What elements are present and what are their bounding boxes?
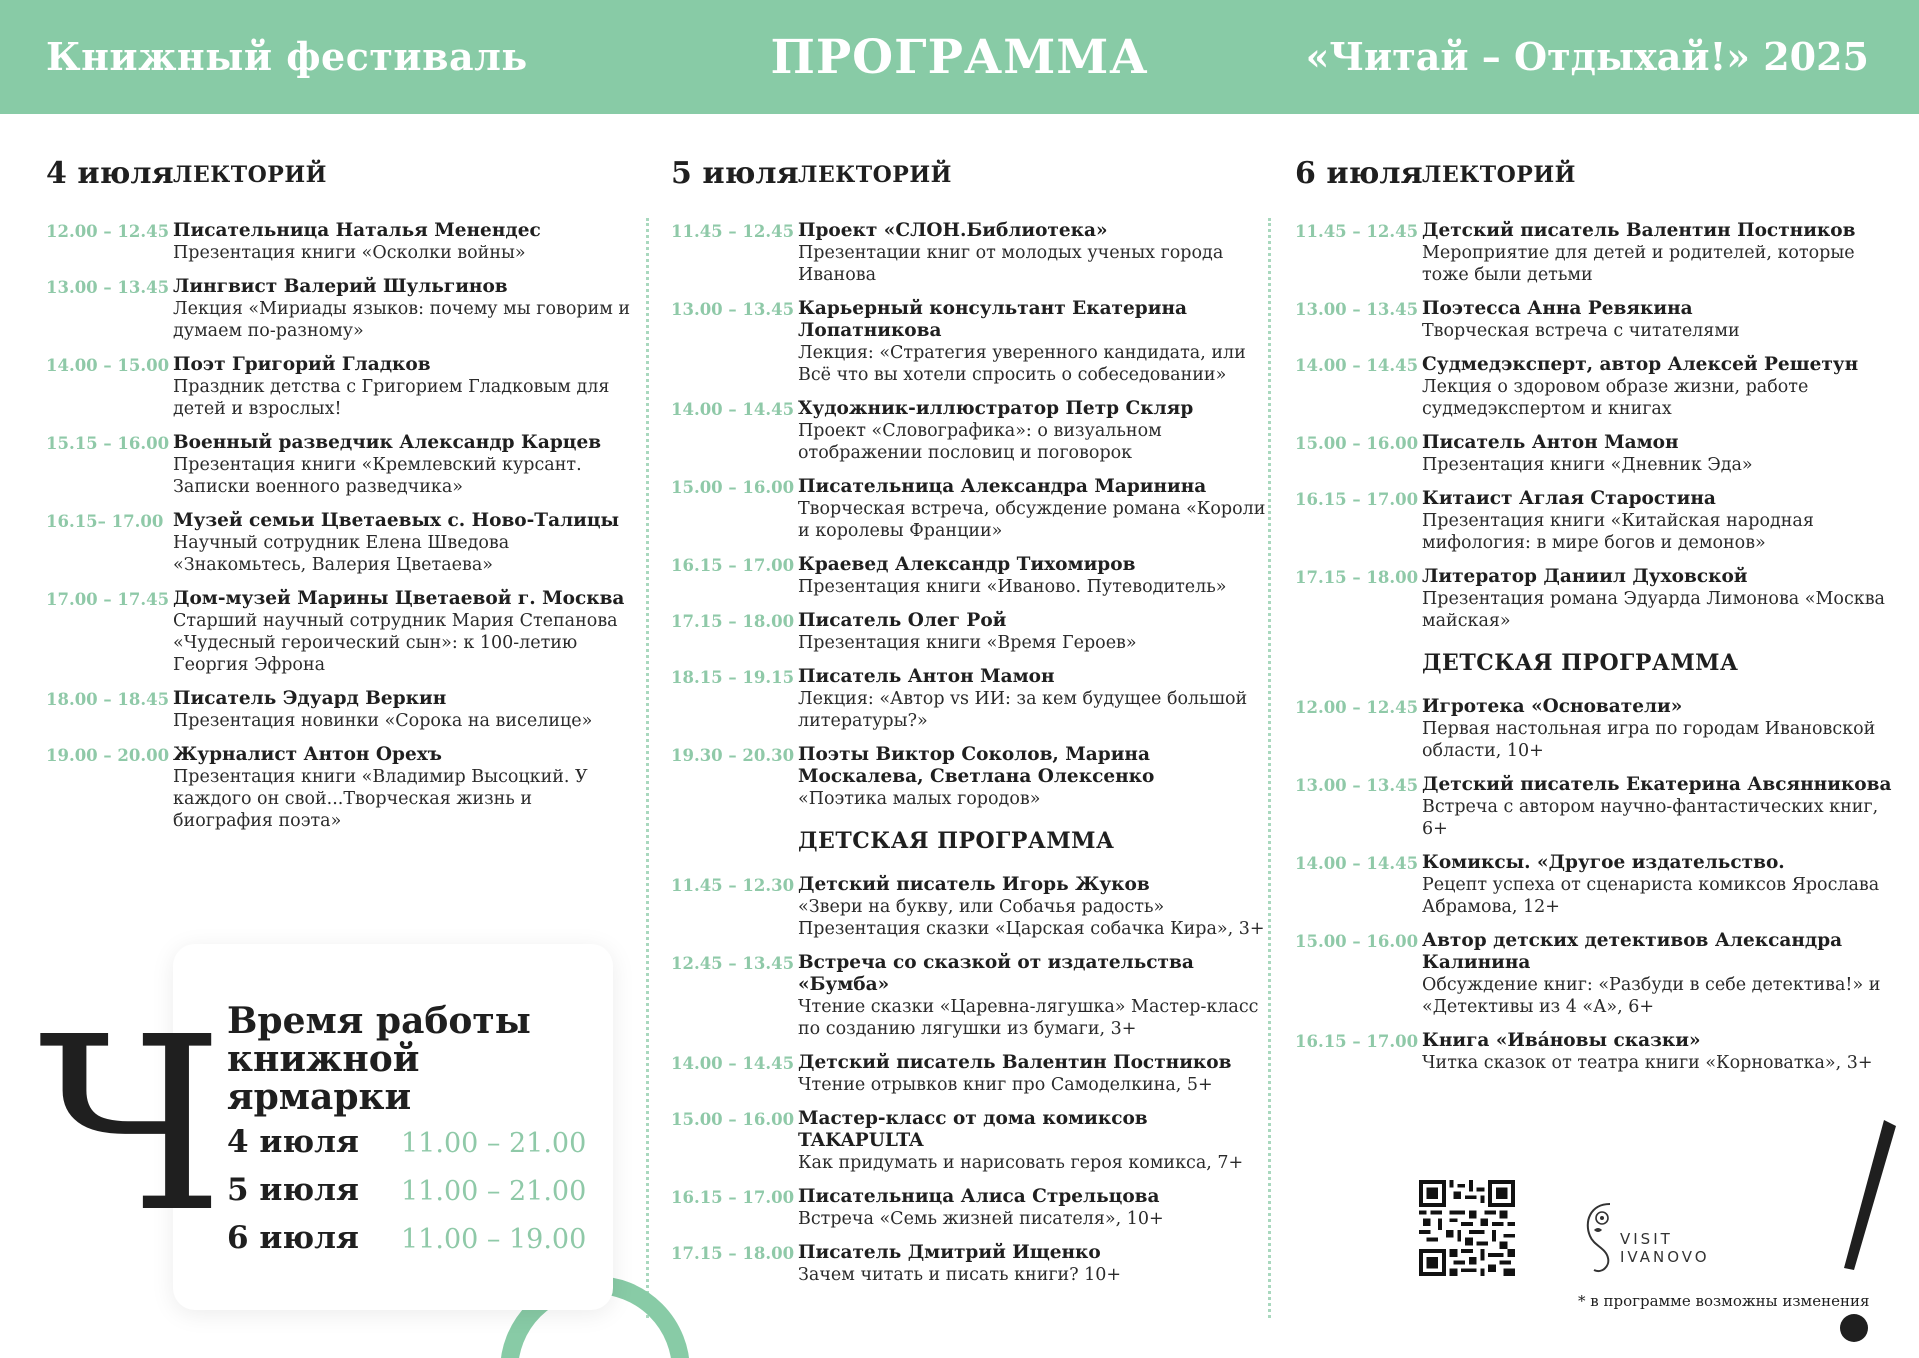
- event-body: [1422, 774, 1905, 840]
- event-description: Встреча с автором научно-фантастических книг, 6+: [1422, 797, 1879, 839]
- event-description: Старший научный сотрудник Мария Степанова «Чудесный героический сын»: к 100-летию Георгия Эфрона: [173, 611, 618, 675]
- page-title: ПРОГРАММА: [770, 30, 1149, 85]
- logo-line-2: IVANOVO: [1620, 1248, 1710, 1266]
- event-time: 12.00 – 12.45: [1295, 698, 1419, 717]
- event-description: Как придумать и нарисовать героя комикса, 7+: [798, 1153, 1244, 1173]
- event-title: Писатель Дмитрий Ищенко: [798, 1242, 1101, 1263]
- schedule-item: [671, 298, 1271, 386]
- event-body: [798, 610, 1271, 654]
- event-body: [1422, 930, 1905, 1018]
- event-description: Лекция: «Стратегия уверенного кандидата, или Всё что вы хотели спросить о собеседовании»: [798, 343, 1246, 385]
- schedule-item: [671, 610, 1271, 654]
- event-title: Поэтесса Анна Ревякина: [1422, 298, 1693, 319]
- event-body: [798, 874, 1271, 940]
- kids-event-list: [671, 874, 1271, 1286]
- event-description: Презентация новинки «Сорока на виселице»: [173, 711, 593, 731]
- event-description: Читка сказок от театра книги «Корноватка», 3+: [1422, 1053, 1873, 1073]
- hours-row: [227, 1172, 587, 1212]
- schedule-item: [46, 354, 636, 420]
- event-time: 17.15 – 18.00: [671, 612, 795, 631]
- schedule-item: [671, 874, 1271, 940]
- event-title: Художник-иллюстратор Петр Скляр: [798, 398, 1194, 419]
- schedule-item: [46, 432, 636, 498]
- visit-ivanovo-logo: [1580, 1196, 1710, 1276]
- hours-time: 11.00 – 21.00: [401, 1128, 587, 1159]
- schedule-item: [671, 744, 1271, 810]
- event-description: Лекция «Мириады языков: почему мы говорим и думаем по-разному»: [173, 299, 631, 341]
- event-time: 13.00 – 13.45: [46, 278, 170, 297]
- day-header: [671, 156, 1271, 206]
- event-description: Презентации книг от молодых ученых города Иванова: [798, 243, 1224, 285]
- event-body: [173, 588, 636, 676]
- event-description: Презентация книги «Осколки войны»: [173, 243, 526, 263]
- ornament-icon: [1580, 1196, 1620, 1276]
- schedule-item: [46, 744, 636, 832]
- event-title: Детский писатель Валентин Постников: [798, 1052, 1232, 1073]
- event-description: Творческая встреча с читателями: [1422, 321, 1740, 341]
- event-body: [798, 666, 1271, 732]
- decorative-letter: Ч: [38, 985, 224, 1265]
- event-time: 18.15 – 19.15: [671, 668, 795, 687]
- schedule-item: [1295, 696, 1905, 762]
- event-description: Чтение сказки «Царевна-лягушка» Мастер-класс по созданию лягушки из бумаги, 3+: [798, 997, 1259, 1039]
- event-time: 17.15 – 18.00: [671, 1244, 795, 1263]
- schedule-item: [671, 476, 1271, 542]
- schedule-item: [671, 1108, 1271, 1174]
- event-body: [173, 276, 636, 342]
- schedule-item: [46, 510, 636, 576]
- schedule-item: [1295, 488, 1905, 554]
- day-date: 4 июля: [46, 156, 174, 191]
- event-description: Праздник детства с Григорием Гладковым для детей и взрослых!: [173, 377, 610, 419]
- fair-hours-title: Время работы книжной ярмарки: [227, 1000, 531, 1118]
- day-date: 6 июля: [1295, 156, 1423, 191]
- qr-code-icon: [1419, 1180, 1515, 1276]
- event-time: 14.00 – 14.45: [1295, 356, 1419, 375]
- event-time: 15.00 – 16.00: [671, 478, 795, 497]
- event-title: Игротека «Основатели»: [1422, 696, 1683, 717]
- event-body: [173, 744, 636, 832]
- event-description: Первая настольная игра по городам Ивановской области, 10+: [1422, 719, 1876, 761]
- footnote: * в программе возможны изменения: [1578, 1292, 1870, 1310]
- festival-label: Книжный фестиваль: [46, 34, 528, 79]
- day-header: [1295, 156, 1905, 206]
- event-description: Лекция о здоровом образе жизни, работе судмедэкспертом и книгах: [1422, 377, 1809, 419]
- fair-hours-card: [173, 944, 613, 1310]
- event-title: Музей семьи Цветаевых с. Ново-Талицы: [173, 510, 620, 531]
- event-title: Краевед Александр Тихомиров: [798, 554, 1136, 575]
- schedule-item: [1295, 1030, 1905, 1074]
- hours-time: 11.00 – 19.00: [401, 1224, 587, 1255]
- event-list: [46, 220, 636, 832]
- event-time: 14.00 – 14.45: [1295, 854, 1419, 873]
- event-title: Мастер-класс от дома комиксов TAKAPULTA: [798, 1108, 1148, 1151]
- event-body: [798, 1052, 1271, 1096]
- festival-name: «Читай – Отдыхай!» 2025: [1305, 34, 1869, 79]
- event-title: Журналист Антон Орехъ: [173, 744, 442, 765]
- event-title: Поэт Григорий Гладков: [173, 354, 431, 375]
- event-body: [1422, 298, 1905, 342]
- event-title: Литератор Даниил Духовской: [1422, 566, 1748, 587]
- event-body: [173, 220, 636, 264]
- schedule-item: [671, 952, 1271, 1040]
- event-description: Мероприятие для детей и родителей, которые тоже были детьми: [1422, 243, 1855, 285]
- event-list: [1295, 220, 1905, 632]
- event-description: Научный сотрудник Елена Шведова «Знакомьтесь, Валерия Цветаева»: [173, 533, 510, 575]
- event-body: [798, 554, 1271, 598]
- event-time: 13.00 – 13.45: [1295, 300, 1419, 319]
- event-time: 11.45 – 12.30: [671, 876, 795, 895]
- schedule-item: [1295, 298, 1905, 342]
- event-description: «Поэтика малых городов»: [798, 789, 1041, 809]
- event-body: [1422, 488, 1905, 554]
- schedule-item: [671, 1186, 1271, 1230]
- event-title: Детский писатель Игорь Жуков: [798, 874, 1150, 895]
- event-time: 12.45 – 13.45: [671, 954, 795, 973]
- day-column-2: [671, 156, 1271, 1298]
- logo-text: [1620, 1230, 1710, 1266]
- event-title: Китаист Аглая Старостина: [1422, 488, 1716, 509]
- venue-label: ЛЕКТОРИЙ: [1422, 162, 1576, 188]
- schedule-item: [671, 1242, 1271, 1286]
- event-body: [173, 432, 636, 498]
- event-body: [798, 398, 1271, 464]
- kids-program-title: ДЕТСКАЯ ПРОГРАММА: [1422, 650, 1739, 676]
- event-title: Писательница Александра Маринина: [798, 476, 1207, 497]
- event-time: 18.00 – 18.45: [46, 690, 170, 709]
- schedule-item: [671, 554, 1271, 598]
- event-title: Писатель Антон Мамон: [1422, 432, 1679, 453]
- event-title: Военный разведчик Александр Карцев: [173, 432, 602, 453]
- event-body: [173, 354, 636, 420]
- event-time: 16.15 – 17.00: [671, 556, 795, 575]
- event-time: 16.15 – 17.00: [1295, 1032, 1419, 1051]
- schedule-item: [671, 220, 1271, 286]
- hours-day: 5 июля: [227, 1172, 359, 1208]
- event-time: 14.00 – 14.45: [671, 400, 795, 419]
- schedule-item: [46, 220, 636, 264]
- event-title: Проект «СЛОН.Библиотека»: [798, 220, 1108, 241]
- event-description: Проект «Словографика»: о визуальном отображении пословиц и поговорок: [798, 421, 1162, 463]
- event-time: 19.00 – 20.00: [46, 746, 170, 765]
- event-time: 13.00 – 13.45: [1295, 776, 1419, 795]
- event-title: Автор детских детективов Александра Калинина: [1422, 930, 1843, 973]
- event-time: 12.00 – 12.45: [46, 222, 170, 241]
- event-body: [798, 952, 1271, 1040]
- event-body: [798, 476, 1271, 542]
- event-description: Презентация книги «Китайская народная мифология: в мире богов и демонов»: [1422, 511, 1814, 553]
- schedule-item: [46, 588, 636, 676]
- event-description: Обсуждение книг: «Разбуди в себе детектива!» и «Детективы из 4 «А», 6+: [1422, 975, 1881, 1017]
- header-banner: [0, 0, 1919, 114]
- schedule-item: [1295, 220, 1905, 286]
- event-body: [798, 744, 1271, 810]
- event-description: Презентация книги «Дневник Эда»: [1422, 455, 1753, 475]
- event-description: Рецепт успеха от сценариста комиксов Ярослава Абрамова, 12+: [1422, 875, 1880, 917]
- schedule-item: [671, 398, 1271, 464]
- exclamation-icon: [1818, 1120, 1898, 1350]
- event-body: [1422, 1030, 1905, 1074]
- event-list: [671, 220, 1271, 810]
- schedule-item: [1295, 566, 1905, 632]
- event-body: [1422, 432, 1905, 476]
- event-body: [173, 688, 636, 732]
- event-time: 17.15 – 18.00: [1295, 568, 1419, 587]
- event-description: Презентация книги «Кремлевский курсант. Записки военного разведчика»: [173, 455, 582, 497]
- event-time: 11.45 – 12.45: [671, 222, 795, 241]
- schedule-item: [46, 276, 636, 342]
- event-time: 17.00 – 17.45: [46, 590, 170, 609]
- event-body: [1422, 354, 1905, 420]
- event-description: Творческая встреча, обсуждение романа «Короли и королевы Франции»: [798, 499, 1266, 541]
- event-title: Дом-музей Марины Цветаевой г. Москва: [173, 588, 625, 609]
- event-description: «Звери на букву, или Собачья радость» Презентация сказки «Царская собачка Кира», 3+: [798, 897, 1265, 939]
- event-description: Встреча «Семь жизней писателя», 10+: [798, 1209, 1164, 1229]
- event-body: [798, 1108, 1271, 1174]
- event-description: Чтение отрывков книг про Самоделкина, 5+: [798, 1075, 1213, 1095]
- event-body: [798, 1186, 1271, 1230]
- event-time: 14.00 – 15.00: [46, 356, 170, 375]
- event-title: Писательница Алиса Стрельцова: [798, 1186, 1160, 1207]
- hours-time: 11.00 – 21.00: [401, 1176, 587, 1207]
- event-description: Зачем читать и писать книги? 10+: [798, 1265, 1122, 1285]
- schedule-item: [1295, 432, 1905, 476]
- event-time: 13.00 – 13.45: [671, 300, 795, 319]
- event-description: Презентация книги «Владимир Высоцкий. У каждого он свой...Творческая жизнь и биография поэта»: [173, 767, 588, 831]
- event-body: [173, 510, 636, 576]
- event-title: Карьерный консультант Екатерина Лопатникова: [798, 298, 1187, 341]
- event-title: Писатель Олег Рой: [798, 610, 1007, 631]
- day-column-1: [46, 156, 636, 844]
- event-time: 16.15 – 17.00: [1295, 490, 1419, 509]
- schedule-item: [671, 666, 1271, 732]
- logo-line-1: VISIT: [1620, 1230, 1673, 1248]
- event-body: [798, 220, 1271, 286]
- event-time: 15.15 – 16.00: [46, 434, 170, 453]
- hours-day: 6 июля: [227, 1220, 359, 1256]
- hours-row: [227, 1220, 587, 1260]
- schedule-item: [1295, 354, 1905, 420]
- event-description: Презентация книги «Время Героев»: [798, 633, 1137, 653]
- schedule-item: [1295, 852, 1905, 918]
- hours-day: 4 июля: [227, 1124, 359, 1160]
- column-divider: [646, 218, 649, 1318]
- event-time: 15.00 – 16.00: [1295, 434, 1419, 453]
- kids-program-title: ДЕТСКАЯ ПРОГРАММА: [798, 828, 1115, 854]
- schedule-item: [1295, 930, 1905, 1018]
- event-time: 16.15 – 17.00: [671, 1188, 795, 1207]
- event-body: [798, 1242, 1271, 1286]
- event-time: 14.00 – 14.45: [671, 1054, 795, 1073]
- event-title: Встреча со сказкой от издательства «Бумба»: [798, 952, 1194, 995]
- hours-row: [227, 1124, 587, 1164]
- event-title: Комиксы. «Другое издательство.: [1422, 852, 1785, 873]
- event-description: Презентация книги «Иваново. Путеводитель»: [798, 577, 1227, 597]
- event-body: [1422, 220, 1905, 286]
- day-header: [46, 156, 636, 206]
- venue-label: ЛЕКТОРИЙ: [798, 162, 952, 188]
- event-time: 19.30 – 20.30: [671, 746, 795, 765]
- event-title: Детский писатель Валентин Постников: [1422, 220, 1856, 241]
- venue-label: ЛЕКТОРИЙ: [173, 162, 327, 188]
- event-time: 15.00 – 16.00: [671, 1110, 795, 1129]
- event-title: Писатель Эдуард Веркин: [173, 688, 447, 709]
- day-column-3: [1295, 156, 1905, 1086]
- event-description: Лекция: «Автор vs ИИ: за кем будущее большой литературы?»: [798, 689, 1248, 731]
- event-title: Писатель Антон Мамон: [798, 666, 1055, 687]
- event-body: [798, 298, 1271, 386]
- event-title: Книга «Ива́новы сказки»: [1422, 1030, 1701, 1051]
- event-body: [1422, 566, 1905, 632]
- event-time: 11.45 – 12.45: [1295, 222, 1419, 241]
- event-title: Лингвист Валерий Шульгинов: [173, 276, 508, 297]
- event-title: Писательница Наталья Менендес: [173, 220, 541, 241]
- event-time: 16.15– 17.00: [46, 512, 164, 531]
- schedule-item: [671, 1052, 1271, 1096]
- event-title: Судмедэксперт, автор Алексей Решетун: [1422, 354, 1859, 375]
- event-time: 15.00 – 16.00: [1295, 932, 1419, 951]
- event-body: [1422, 852, 1905, 918]
- event-title: Детский писатель Екатерина Авсянникова: [1422, 774, 1892, 795]
- event-body: [1422, 696, 1905, 762]
- schedule-item: [1295, 774, 1905, 840]
- schedule-item: [46, 688, 636, 732]
- kids-event-list: [1295, 696, 1905, 1074]
- event-title: Поэты Виктор Соколов, Марина Москалева, Светлана Олексенко: [798, 744, 1155, 787]
- day-date: 5 июля: [671, 156, 799, 191]
- event-description: Презентация романа Эдуарда Лимонова «Москва майская»: [1422, 589, 1885, 631]
